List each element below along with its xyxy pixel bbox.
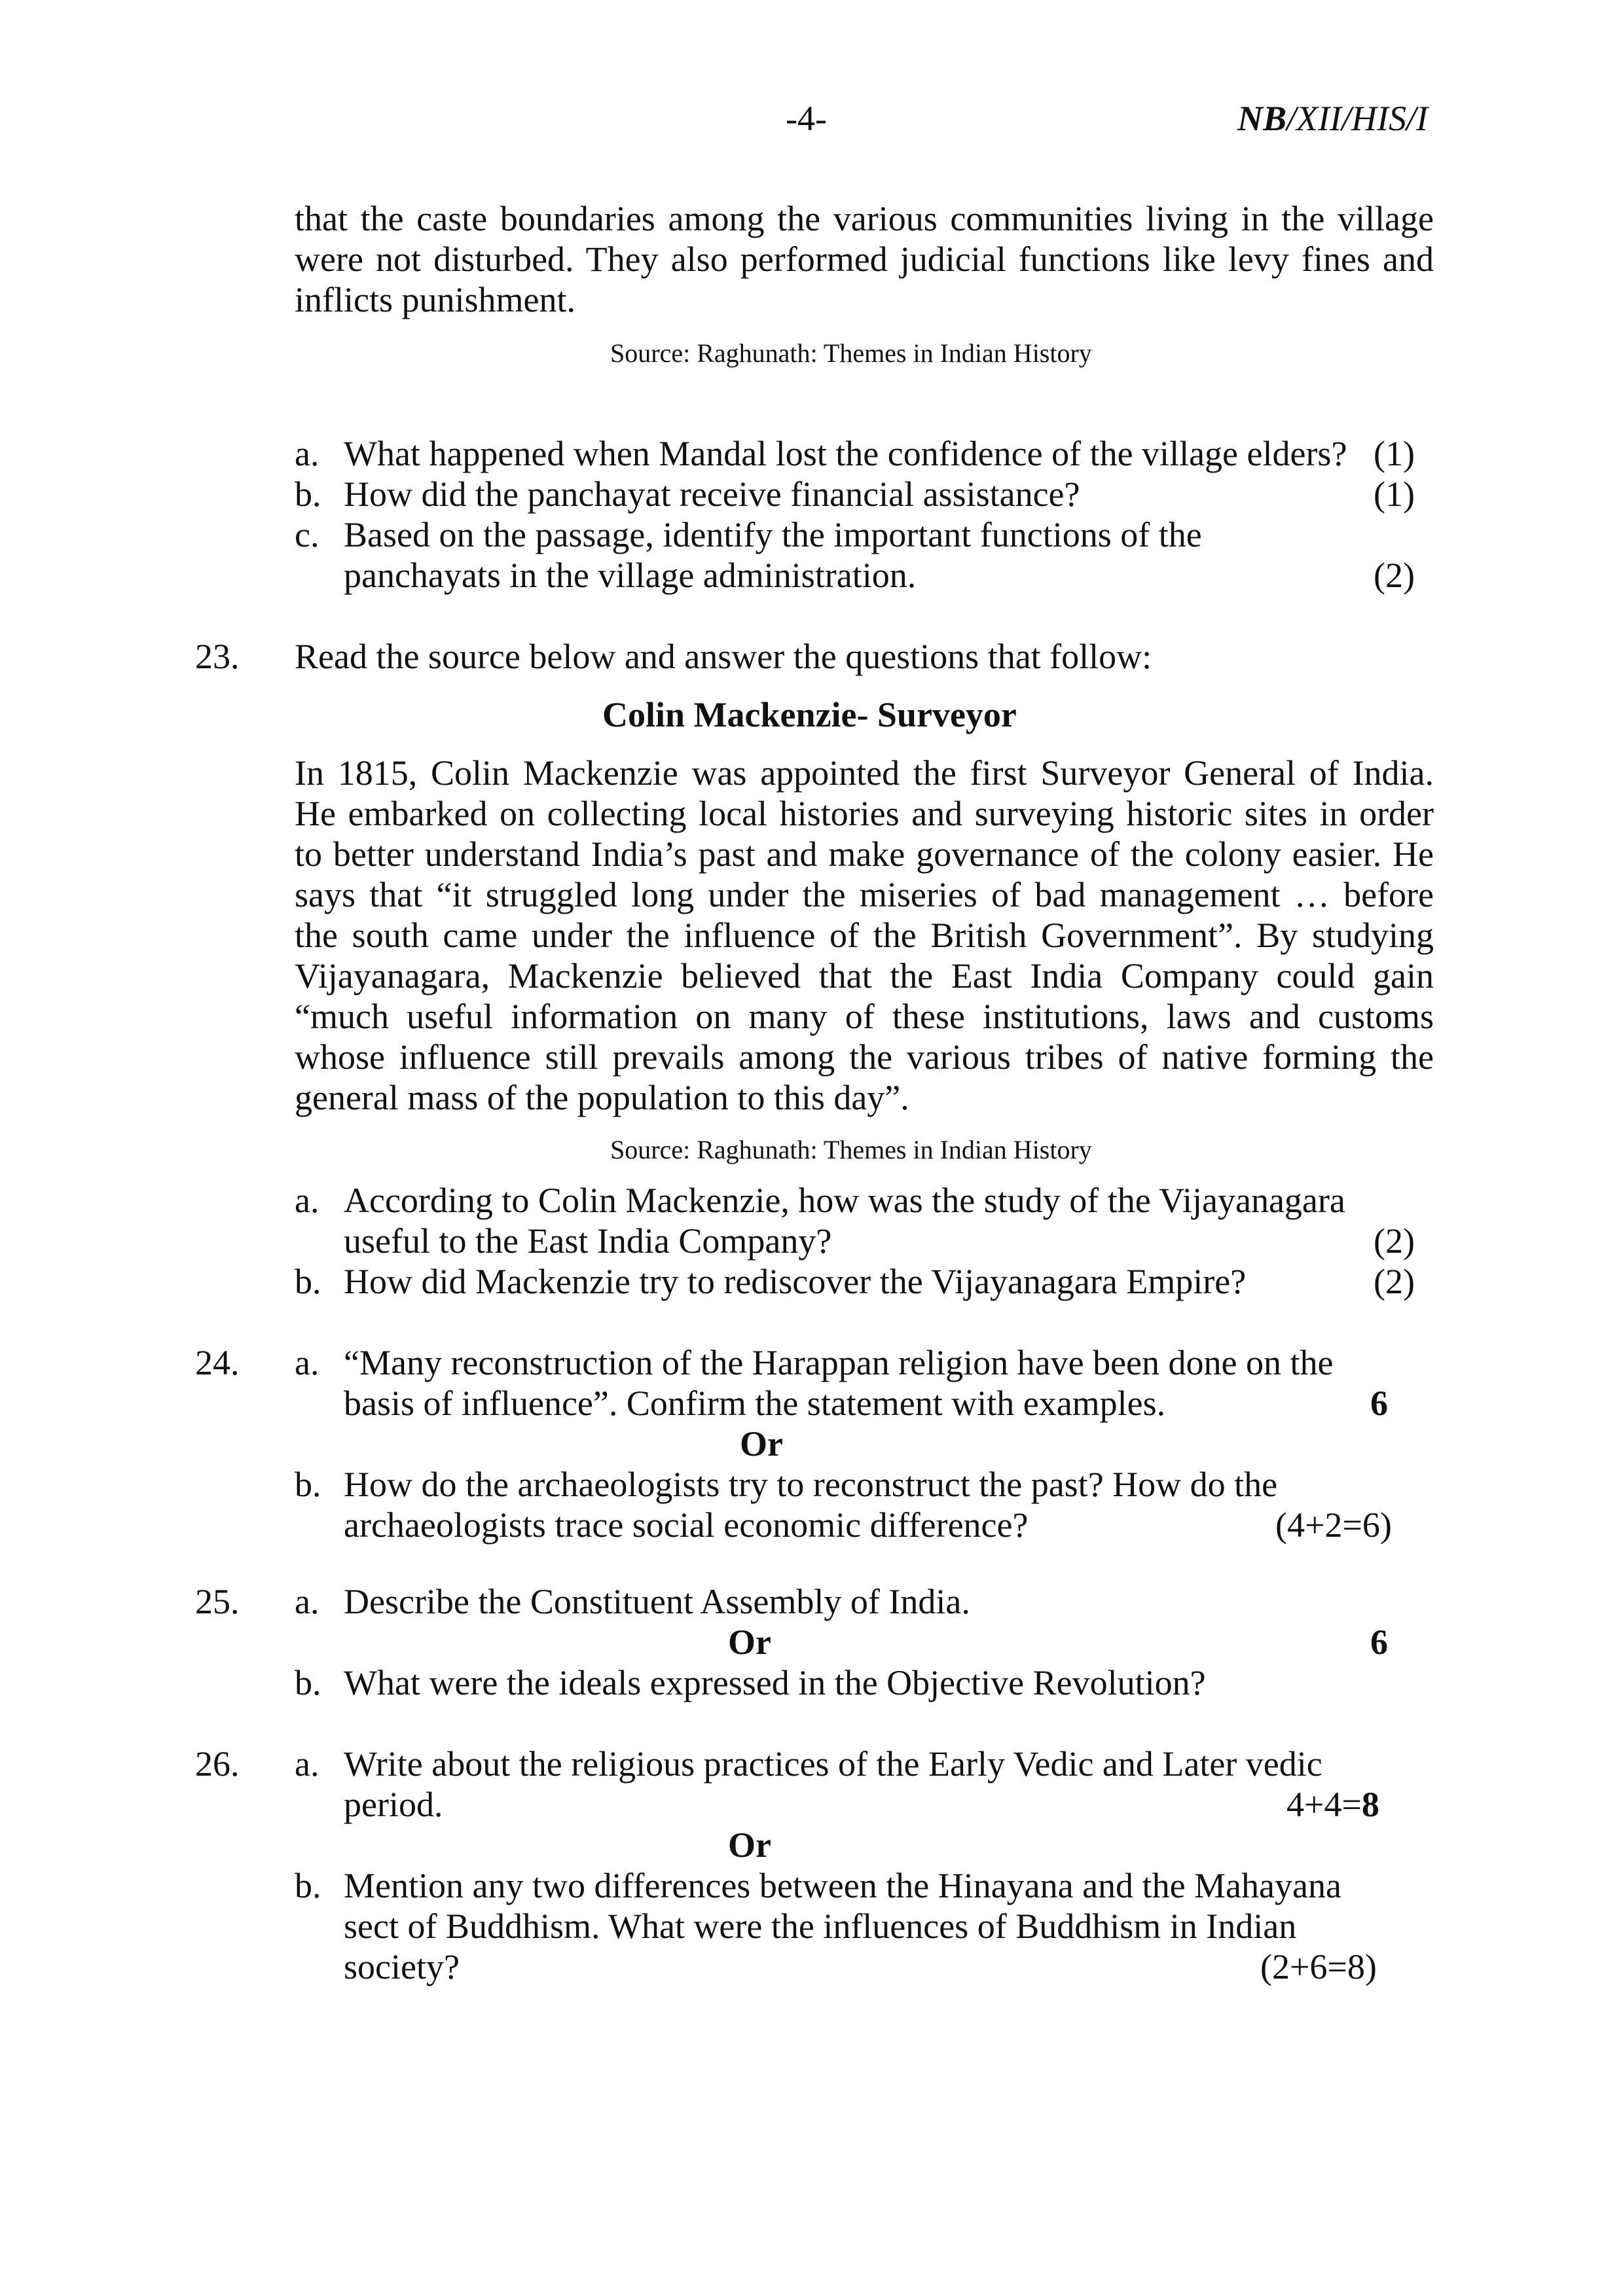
passage-line: inflicts punishment.	[295, 280, 575, 319]
passage-heading: Colin Mackenzie- Surveyor	[602, 695, 1017, 734]
subquestion-text: How did Mackenzie try to rediscover the Vijayanagara Empire?	[344, 1262, 1247, 1301]
question-number: 24.	[195, 1343, 240, 1382]
subquestion-text: Based on the passage, identify the important functions of the	[344, 515, 1202, 554]
passage-line: that the caste boundaries among the various communities living in the village	[295, 199, 1434, 238]
passage-line: to better understand India’s past and make governance of the colony easier. He	[295, 834, 1434, 874]
page-number: -4-	[786, 99, 827, 138]
question-marks: 6	[1370, 1623, 1388, 1662]
subquestion-letter: b.	[295, 1663, 321, 1702]
subquestion-text: Describe the Constituent Assembly of India.	[344, 1582, 970, 1621]
marks-total: 8	[1361, 1785, 1379, 1824]
subquestion-text: useful to the East India Company?	[344, 1221, 832, 1261]
subquestion-letter: a.	[295, 1744, 319, 1784]
passage-line: were not disturbed. They also performed judicial functions like levy fines and	[295, 240, 1434, 279]
question-marks: (4+2=6)	[1275, 1505, 1392, 1545]
passage-line: He embarked on collecting local histories and surveying historic sites in order	[295, 794, 1434, 833]
subquestion-letter: b.	[295, 1866, 321, 1905]
subquestion-marks: (1)	[1374, 434, 1415, 473]
subquestion-text: What were the ideals expressed in the Objective Revolution?	[344, 1663, 1206, 1702]
subquestion-text: Write about the religious practices of the Early Vedic and Later vedic	[344, 1744, 1322, 1784]
or-separator: Or	[728, 1825, 771, 1865]
subquestion-letter: b.	[295, 1465, 321, 1504]
passage-line: says that “it struggled long under the miseries of bad management … before	[295, 875, 1434, 914]
subquestion-text: archaeologists trace social economic difference?	[344, 1505, 1029, 1545]
subquestion-letter: a.	[295, 434, 319, 473]
subquestion-text: sect of Buddhism. What were the influences of Buddhism in Indian	[344, 1907, 1297, 1946]
passage-line: the south came under the influence of the British Government”. By studying	[295, 916, 1434, 955]
subquestion-text: What happened when Mandal lost the confidence of the village elders?	[344, 434, 1347, 473]
or-separator: Or	[728, 1623, 771, 1662]
passage-line: whose influence still prevails among the various tribes of native forming the	[295, 1037, 1434, 1077]
source-citation: Source: Raghunath: Themes in Indian History	[610, 1135, 1092, 1164]
paper-code-rest: /XII/HIS/I	[1286, 99, 1428, 138]
question-number: 25.	[195, 1582, 240, 1621]
subquestion-letter: a.	[295, 1582, 319, 1621]
subquestion-text: panchayats in the village administration.	[344, 556, 917, 595]
question-number: 23.	[195, 637, 240, 676]
subquestion-marks: (1)	[1374, 475, 1415, 514]
subquestion-letter: a.	[295, 1181, 319, 1220]
subquestion-text: How did the panchayat receive financial assistance?	[344, 475, 1080, 514]
subquestion-text: “Many reconstruction of the Harappan religion have been done on the	[344, 1343, 1334, 1382]
question-marks	[1286, 1784, 1379, 1825]
subquestion-letter: c.	[295, 515, 319, 554]
marks-breakdown: 4+4=	[1286, 1785, 1362, 1824]
subquestion-marks: (2)	[1374, 1221, 1415, 1261]
subquestion-text: According to Colin Mackenzie, how was the study of the Vijayanagara	[344, 1181, 1345, 1220]
passage-line: general mass of the population to this day”.	[295, 1078, 909, 1117]
subquestion-text: society?	[344, 1947, 460, 1986]
subquestion-marks: (2)	[1374, 556, 1415, 595]
subquestion-letter: b.	[295, 475, 321, 514]
subquestion-marks: (2)	[1374, 1262, 1415, 1301]
passage-line: “much useful information on many of these institutions, laws and customs	[295, 997, 1434, 1036]
subquestion-text: Mention any two differences between the Hinayana and the Mahayana	[344, 1866, 1341, 1905]
subquestion-text: How do the archaeologists try to reconstruct the past? How do the	[344, 1465, 1278, 1504]
source-citation: Source: Raghunath: Themes in Indian History	[610, 338, 1092, 368]
paper-code-bold: NB	[1237, 99, 1287, 138]
passage-line: In 1815, Colin Mackenzie was appointed the first Surveyor General of India.	[295, 753, 1434, 793]
question-number: 26.	[195, 1744, 240, 1784]
question-marks: 6	[1370, 1384, 1388, 1423]
paper-code	[1237, 98, 1428, 139]
subquestion-letter: b.	[295, 1262, 321, 1301]
or-separator: Or	[740, 1424, 783, 1463]
question-instruction: Read the source below and answer the questions that follow:	[295, 637, 1152, 676]
subquestion-text: basis of influence”. Confirm the statement with examples.	[344, 1384, 1166, 1423]
subquestion-text: period.	[344, 1785, 443, 1824]
subquestion-letter: a.	[295, 1343, 319, 1382]
question-marks: (2+6=8)	[1260, 1947, 1377, 1986]
passage-line: Vijayanagara, Mackenzie believed that the East India Company could gain	[295, 956, 1434, 996]
